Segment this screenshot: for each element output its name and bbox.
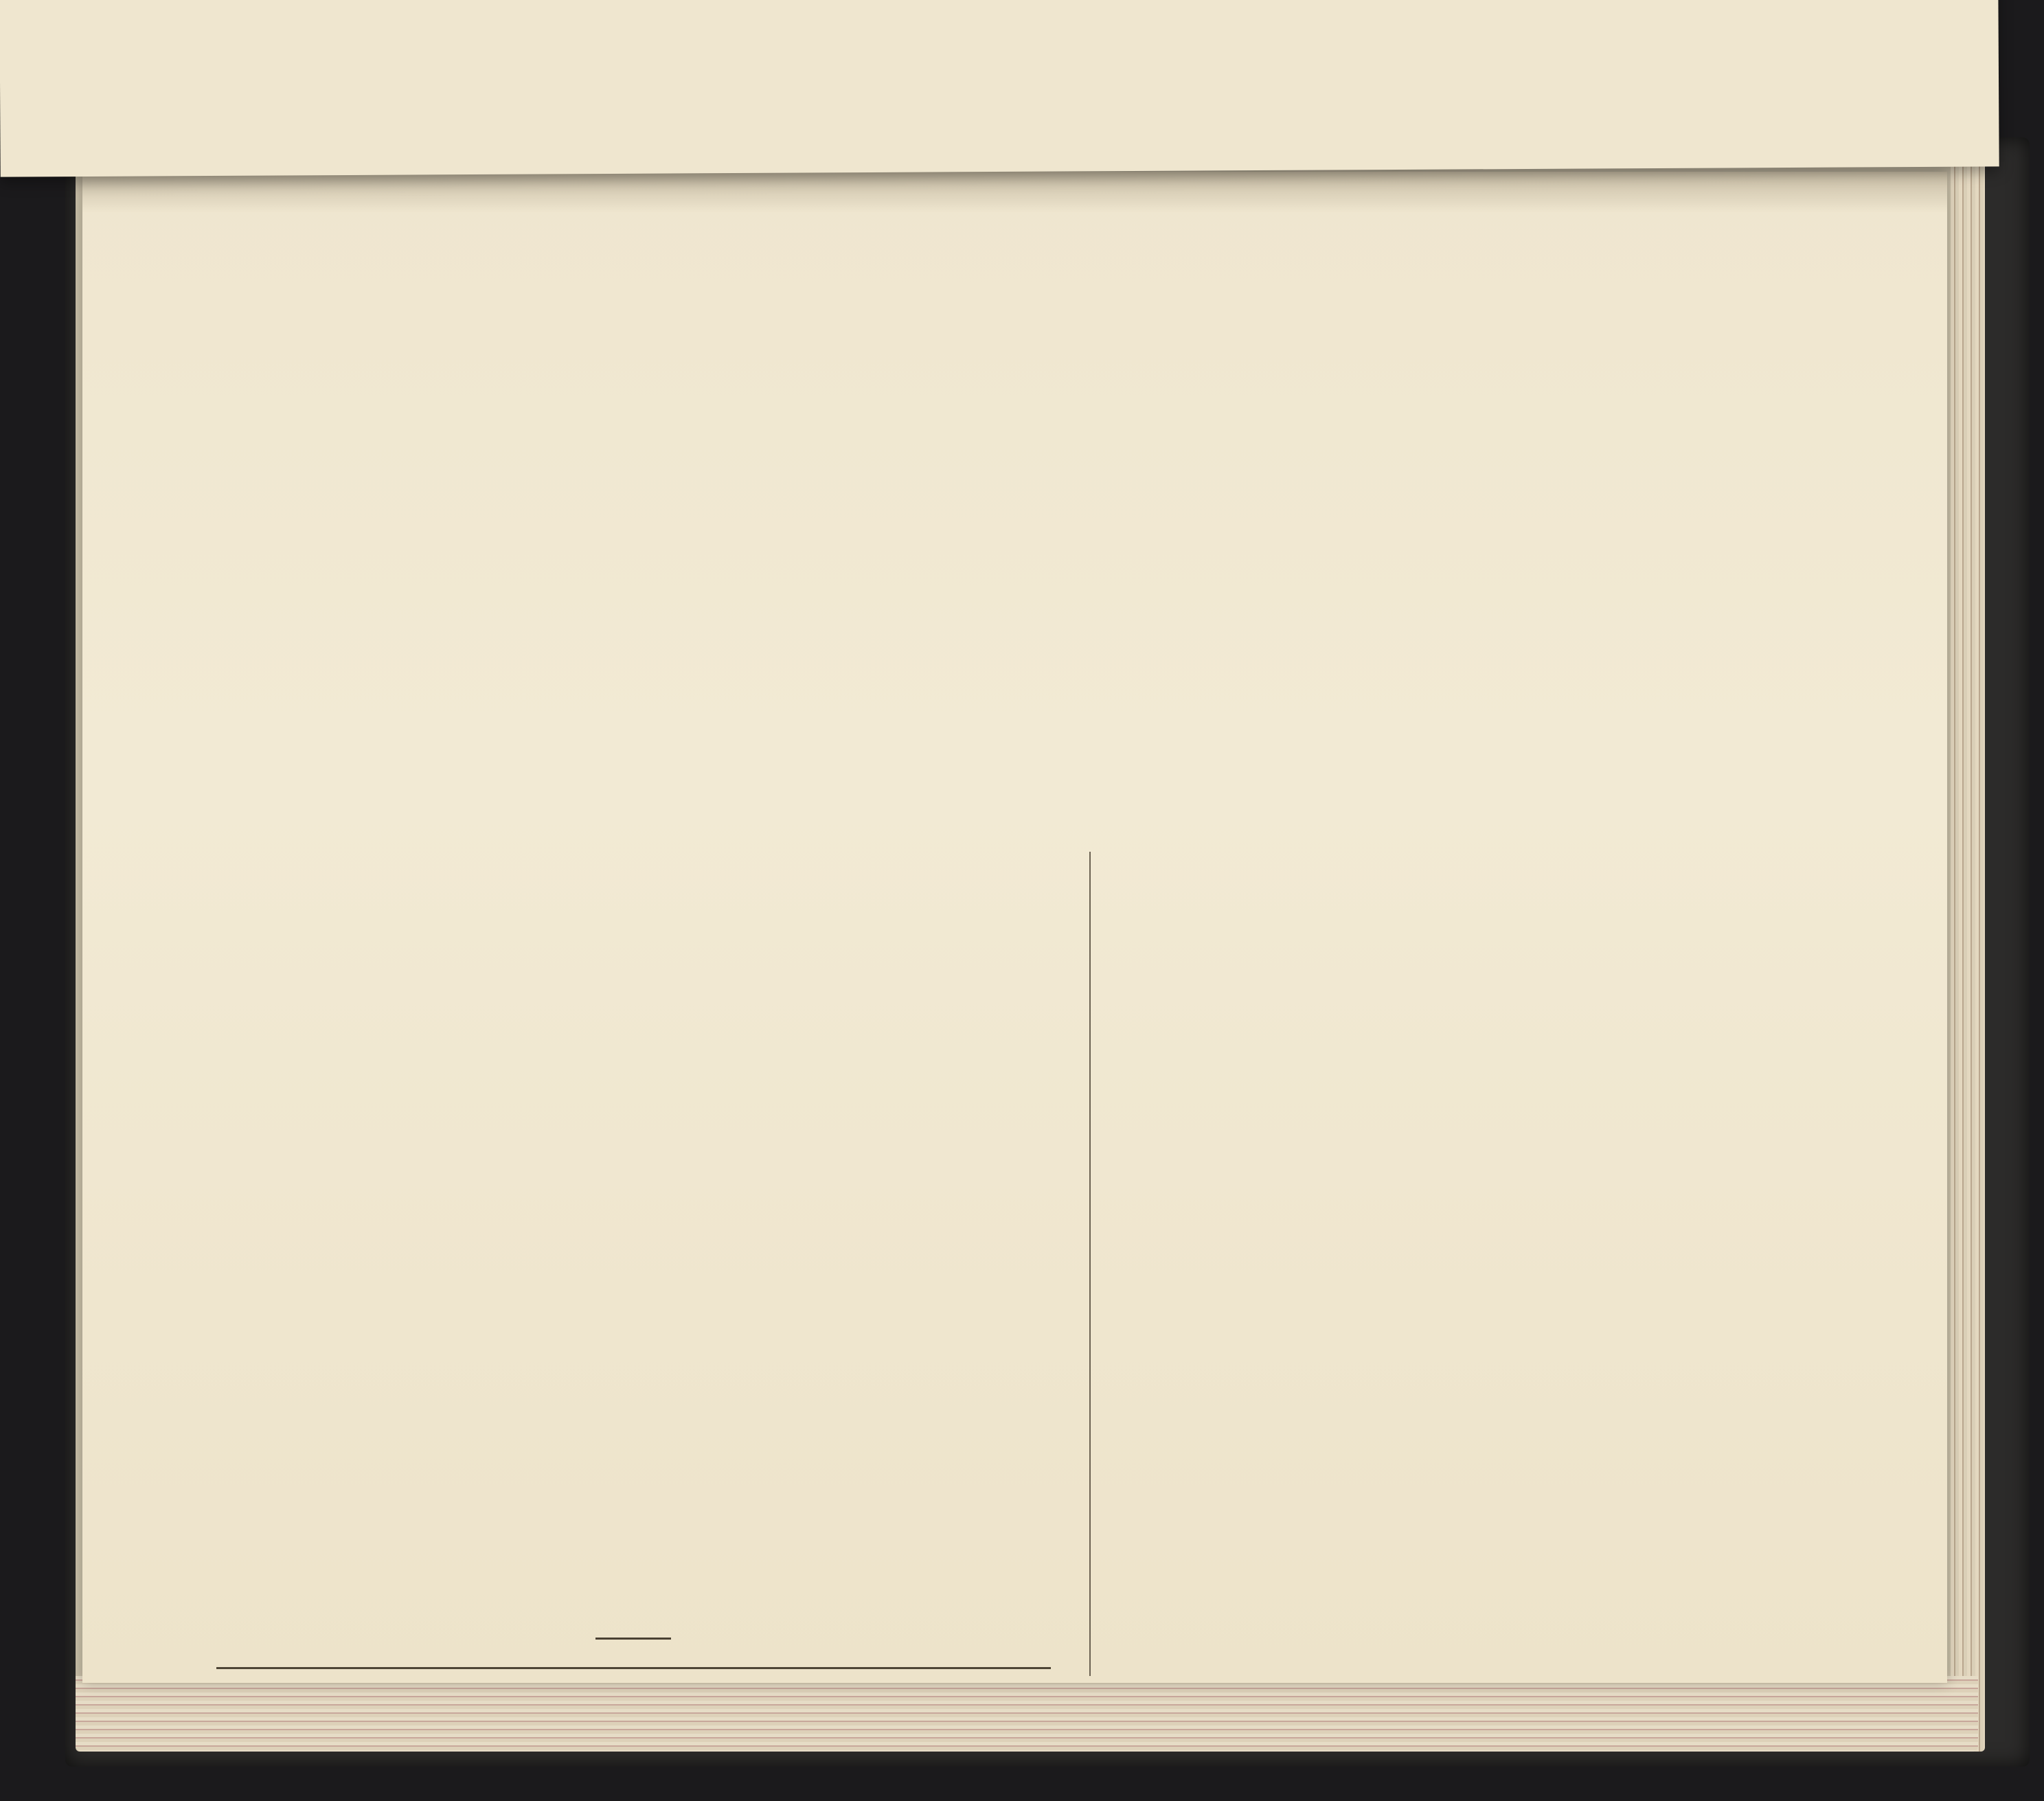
- open-page: [82, 172, 1947, 1683]
- story-header: [216, 1638, 1051, 1640]
- story-title-rule: [596, 1638, 672, 1640]
- previous-page-strip: [0, 0, 1999, 177]
- page-edges-bottom: [76, 1676, 1978, 1752]
- page-edges-right: [1951, 151, 1985, 1752]
- section-rule: [216, 1667, 1051, 1669]
- column-divider: [1089, 852, 1091, 1676]
- left-news-column: [1130, 199, 1947, 1676]
- right-news-column: [216, 199, 1051, 1676]
- printed-area-upside-down: [165, 199, 1947, 1676]
